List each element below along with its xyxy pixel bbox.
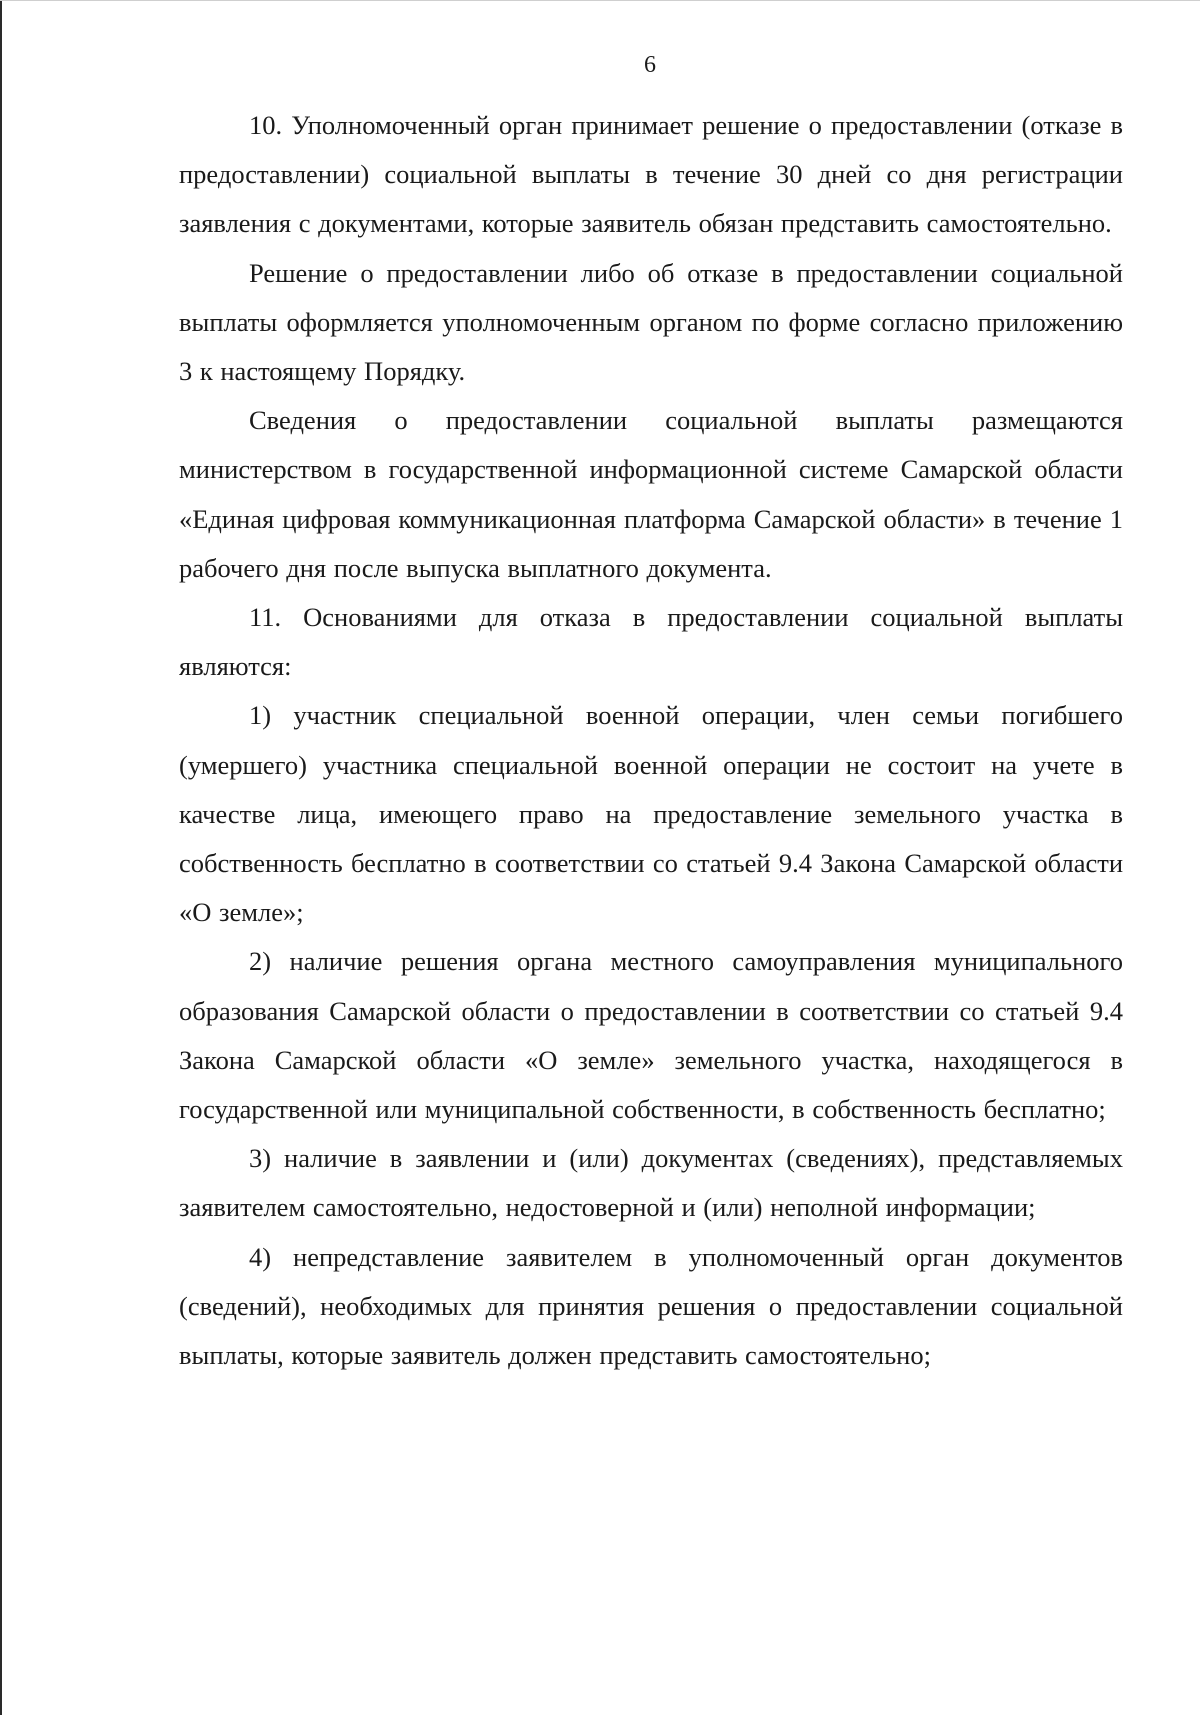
paragraph-decision-form: Решение о предоставлении либо об отказе в предоставлении социальной выплаты оформляется уполномоченным органом по форме согласно приложению 3 к настоящему Порядку.	[179, 257, 1123, 387]
list-item-2: 2) наличие решения органа местного самоуправления муниципального образования Самарской области о предоставлении в соответствии со статьей 9.4 Закона Самарской области «О земле» земельного участка, находящегося в государственной или муниципальной собственности, в собственность бесплатно;	[179, 946, 1123, 1125]
paragraph-information-placement: Сведения о предоставлении социальной выплаты размещаются министерством в государственной информационной системе Самарской области «Единая цифровая коммуникационная платформа Самарской области» в течение 1 рабочего дня после выпуска выплатного документа.	[179, 405, 1123, 583]
page-number: 6	[644, 52, 656, 78]
scan-left-edge	[0, 0, 2, 1715]
list-item-4: 4) непредставление заявителем в уполномоченный орган документов (сведений), необходимых для принятия решения о предоставлении социальной выплаты, которые заявитель должен представить самостоятельно;	[179, 1241, 1123, 1371]
document-body	[179, 101, 1123, 1380]
list-item-1: 1) участник специальной военной операции, член семьи погибшего (умершего) участника специальной военной операции не состоит на учете в качестве лица, имеющего право на предоставление земельного участка в собственность бесплатно в соответствии со статьей 9.4 Закона Самарской области «О земле»;	[179, 700, 1123, 928]
paragraph-10: 10. Уполномоченный орган принимает решение о предоставлении (отказе в предоставлении) социальной выплаты в течение 30 дней со дня регистрации заявления с документами, которые заявитель обязан представить самостоятельно.	[179, 110, 1123, 239]
list-item-3: 3) наличие в заявлении и (или) документах (сведениях), представляемых заявителем самостоятельно, недостоверной и (или) неполной информации;	[179, 1143, 1123, 1223]
paragraph-11: 11. Основаниями для отказа в предоставлении социальной выплаты являются:	[179, 602, 1123, 682]
scan-top-edge	[0, 0, 1200, 1]
